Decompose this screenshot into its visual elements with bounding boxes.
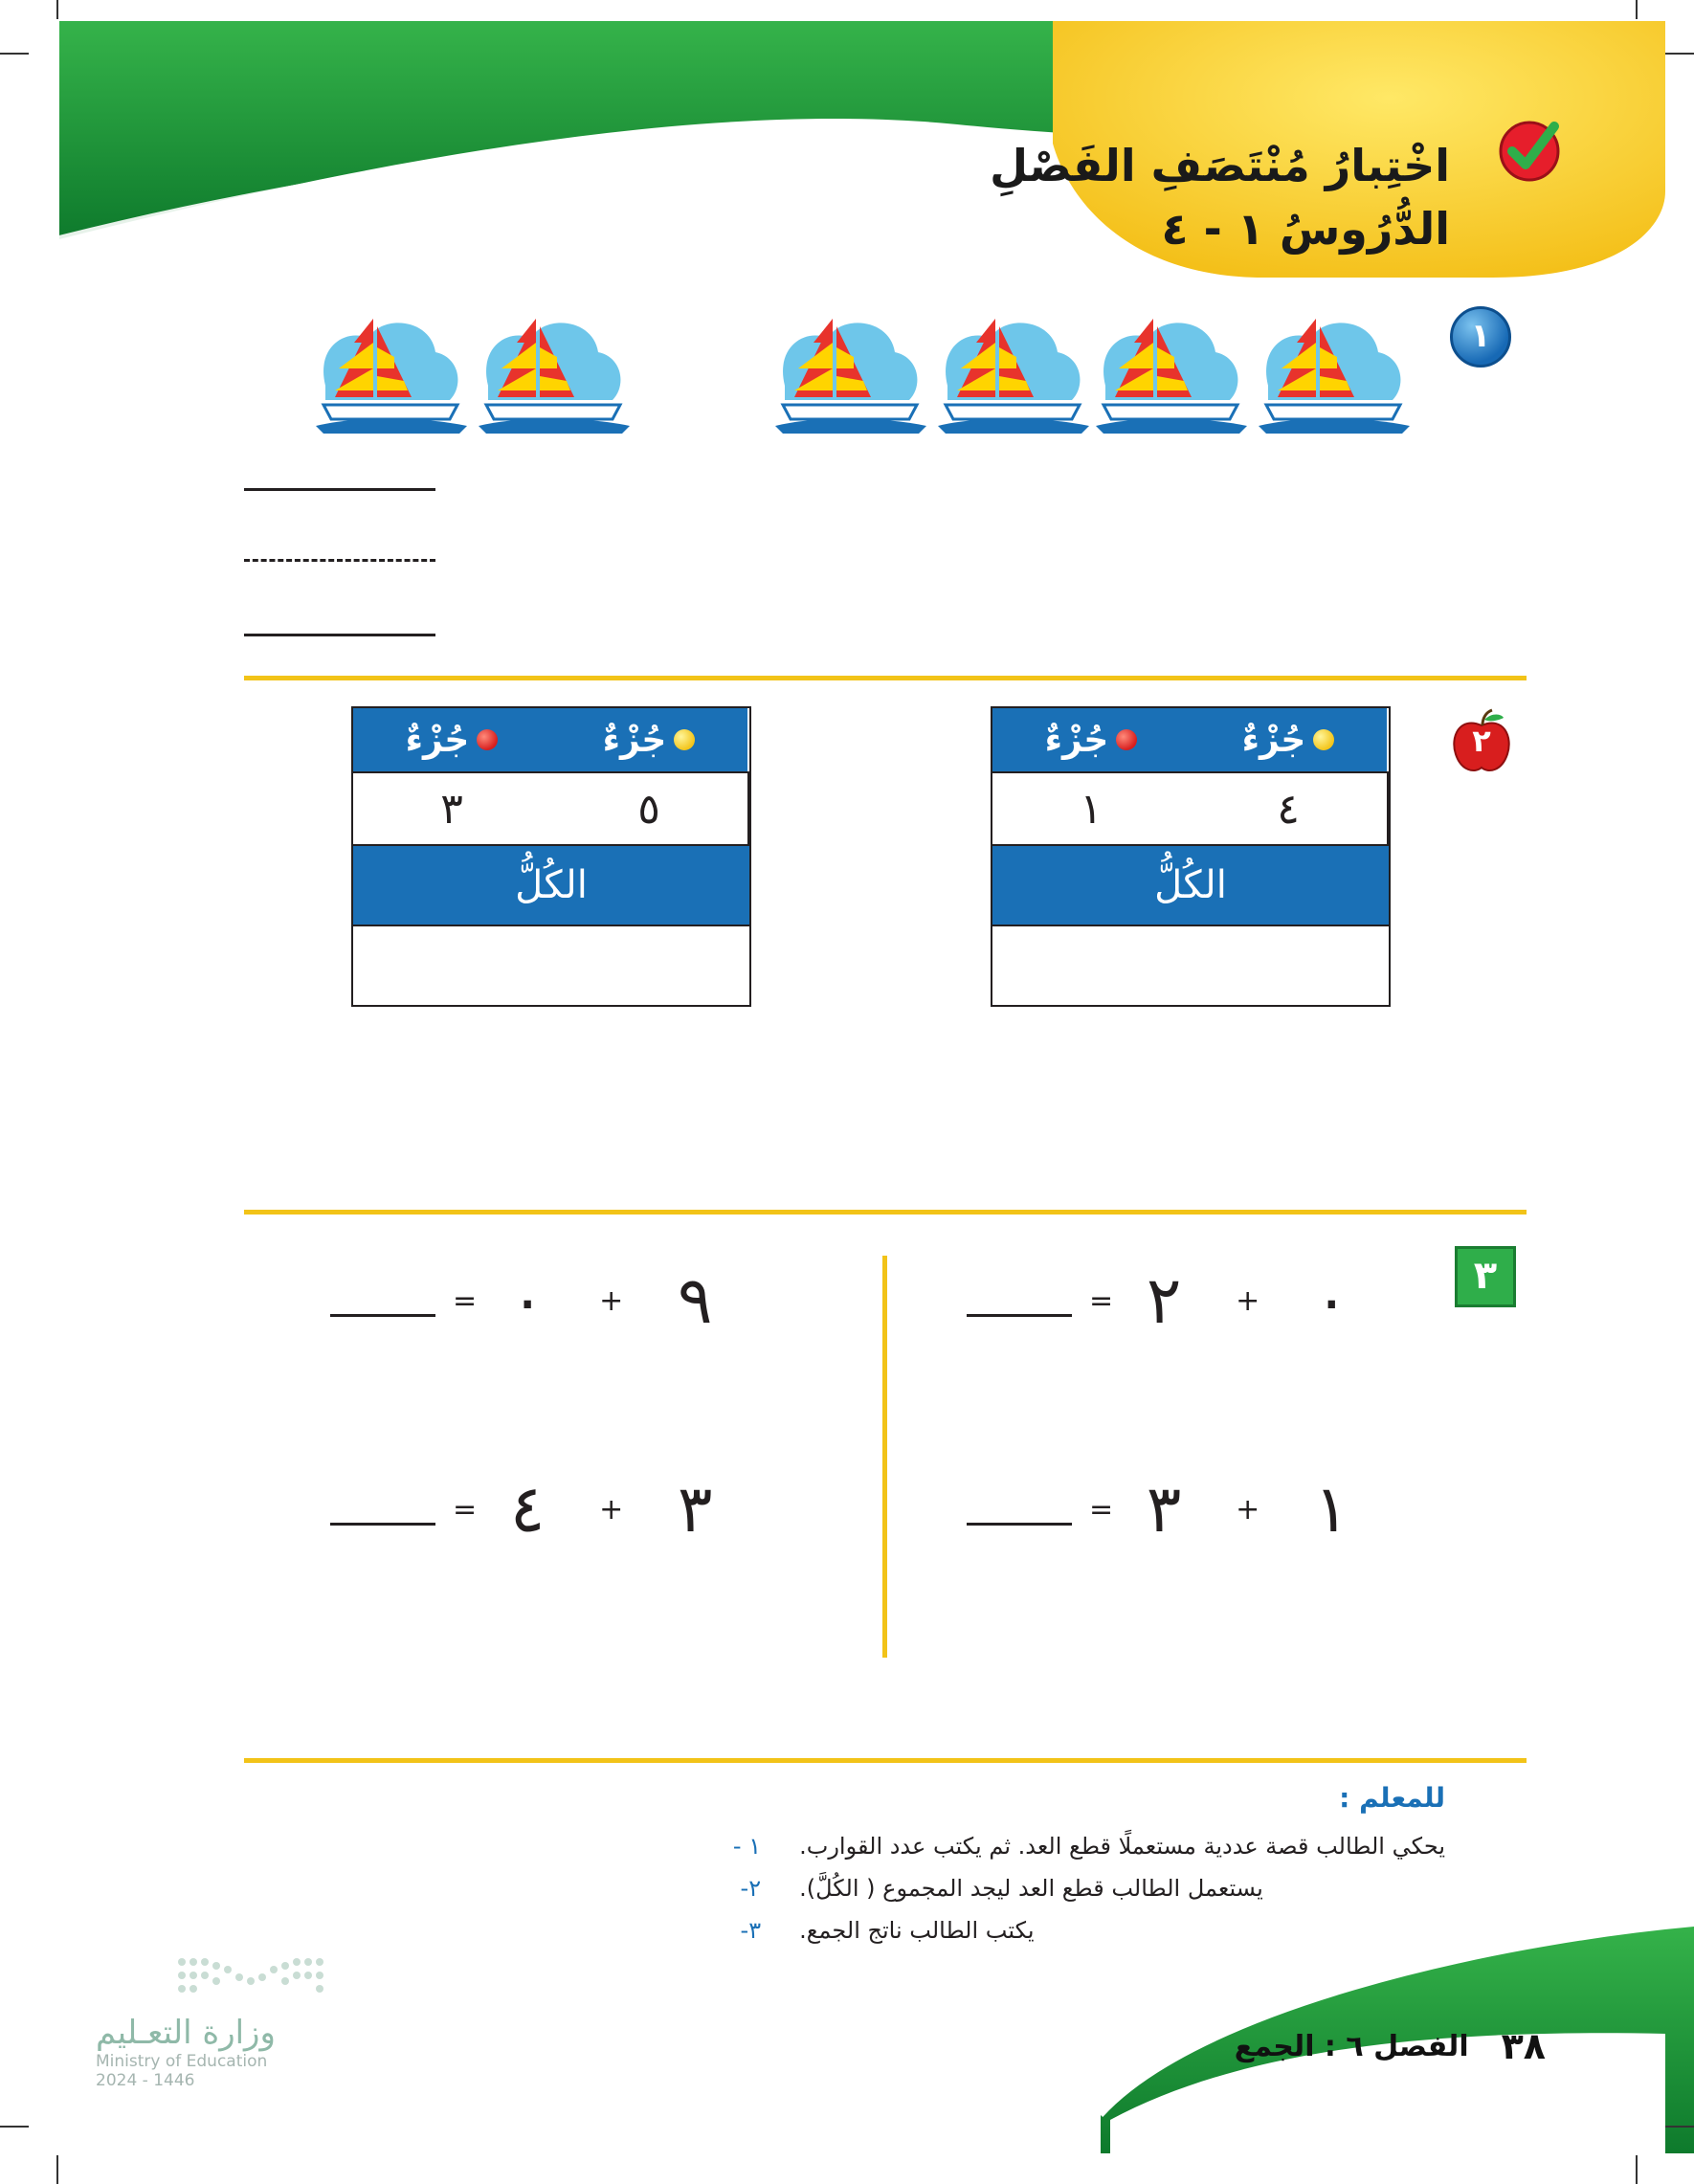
part-red-header: جُزْءٌ	[992, 708, 1190, 771]
equation-2-a: ٩	[678, 1263, 713, 1339]
whole-header: الكُلُّ	[353, 844, 749, 925]
equation-3: = ٣ + ١	[967, 1472, 1365, 1548]
page-number: ٣٨	[1501, 2025, 1546, 2067]
equation-2-answer[interactable]	[330, 1285, 435, 1317]
checkmark-icon	[1493, 113, 1566, 186]
red-dot-icon	[1116, 729, 1137, 750]
part-yellow-value: ٤	[1190, 773, 1389, 844]
equation-2: = ٠ + ٩	[330, 1263, 728, 1339]
equation-4-answer[interactable]	[330, 1494, 435, 1526]
boats-illustration	[316, 304, 1416, 448]
ministry-year: 2024 - 1446	[96, 2071, 195, 2090]
ministry-dots-icon	[172, 1952, 421, 2010]
exercise-3-badge: ٣	[1455, 1246, 1516, 1307]
part-red-header: جُزْءٌ	[353, 708, 550, 771]
whole-answer-box[interactable]	[353, 925, 749, 1005]
equation-3-a: ١	[1314, 1472, 1349, 1548]
part-red-value: ١	[1080, 784, 1103, 834]
equation-1-b: ٢	[1146, 1263, 1182, 1339]
ministry-english: Ministry of Education	[96, 2052, 268, 2071]
equations-divider	[882, 1256, 887, 1658]
part-whole-table-1	[991, 706, 1391, 1007]
answer-line-1[interactable]	[244, 488, 435, 491]
equation-4-b: ٤	[509, 1472, 546, 1548]
part-yellow-value: ٥	[550, 773, 749, 844]
part-whole-table-2	[351, 706, 751, 1007]
note-item: ٣- يكتب الطالب ناتج الجمع.	[740, 1917, 1035, 1944]
teacher-notes-title: للمعلم :	[1339, 1782, 1445, 1814]
answer-line-dashed[interactable]	[244, 559, 435, 562]
answer-line-2[interactable]	[244, 634, 435, 636]
whole-header: الكُلُّ	[992, 844, 1389, 925]
title-line-1: اخْتِبارُ مُنْتَصَفِ الفَصْلِ	[990, 140, 1450, 191]
yellow-dot-icon	[674, 729, 695, 750]
exercise-1-badge: ١	[1450, 306, 1511, 368]
title-line-2: الدُّرُوسُ ١ - ٤	[1161, 203, 1450, 255]
part-red-value: ٣	[440, 784, 463, 834]
equation-2-b: ٠	[509, 1263, 546, 1339]
ministry-logo	[96, 1952, 421, 2090]
note-item: ٢- يستعمل الطالب قطع العد ليجد المجموع ( الكُلَّ).	[740, 1875, 1263, 1902]
equation-3-answer[interactable]	[967, 1494, 1072, 1526]
footer	[1235, 2025, 1546, 2067]
section-divider-1	[244, 676, 1527, 680]
ministry-arabic: وزارة التعـليم	[96, 2014, 276, 2052]
note-item: ١ - يحكي الطالب قصة عددية مستعملًا قطع العد. ثم يكتب عدد القوارب.	[732, 1833, 1445, 1860]
part-yellow-header: جُزْءٌ	[550, 708, 749, 771]
equation-1-a: ٠	[1314, 1263, 1349, 1339]
yellow-dot-icon	[1313, 729, 1334, 750]
section-divider-2	[244, 1210, 1527, 1215]
part-yellow-header: جُزْءٌ	[1190, 708, 1389, 771]
page-title	[990, 134, 1450, 260]
red-dot-icon	[477, 729, 498, 750]
equation-3-b: ٣	[1146, 1472, 1182, 1548]
equation-4: = ٤ + ٣	[330, 1472, 728, 1548]
equation-1-answer[interactable]	[967, 1285, 1072, 1317]
equation-1: = ٢ + ٠	[967, 1263, 1365, 1339]
section-divider-3	[244, 1758, 1527, 1763]
whole-answer-box[interactable]	[992, 925, 1389, 1005]
exercise-2-number: ٢	[1472, 723, 1491, 759]
equation-4-a: ٣	[678, 1472, 713, 1548]
chapter-title: الفصل ٦ : الجمع	[1234, 2029, 1469, 2063]
